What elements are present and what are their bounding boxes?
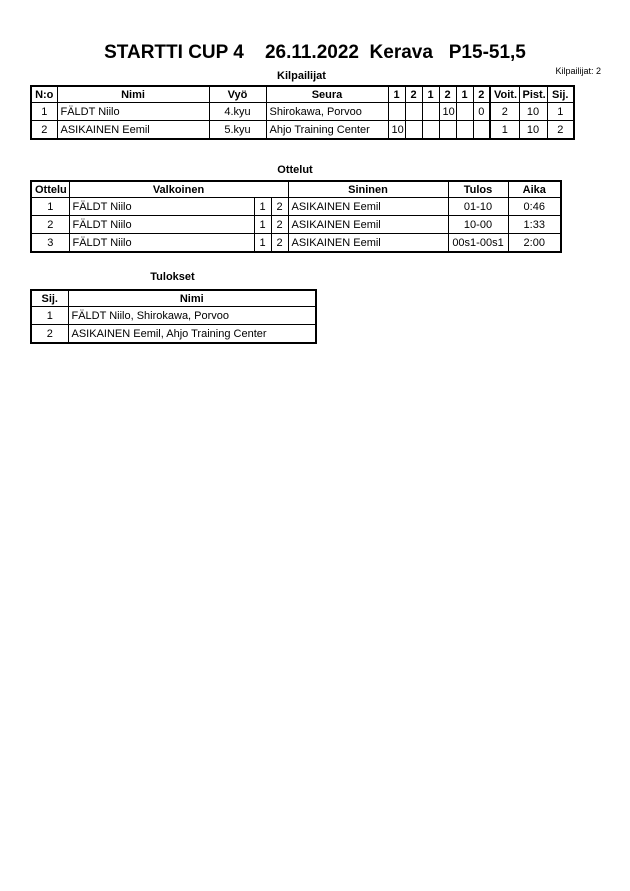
competitor-points: 10 xyxy=(519,103,547,121)
column-header-round: 1 xyxy=(422,86,439,103)
column-header-round: 1 xyxy=(456,86,473,103)
score-cell xyxy=(456,103,473,121)
score-cell xyxy=(473,121,490,140)
competitor-club: Shirokawa, Porvoo xyxy=(266,103,388,121)
column-header-name: Nimi xyxy=(57,86,209,103)
score-cell xyxy=(422,103,439,121)
page-title: STARTTI CUP 4 26.11.2022 Kerava P15-51,5 xyxy=(104,42,526,63)
competitors-heading: Kilpailijat xyxy=(277,70,326,82)
column-header-name: Nimi xyxy=(68,290,316,307)
score-cell xyxy=(439,121,456,140)
competitors-header-row xyxy=(31,86,574,103)
competitor-wins: 1 xyxy=(490,121,519,140)
competitor-row xyxy=(31,103,574,121)
match-blue-name: ASIKAINEN Eemil xyxy=(288,234,448,253)
match-white-name: FÄLDT Niilo xyxy=(69,198,254,216)
score-cell xyxy=(422,121,439,140)
match-no: 2 xyxy=(31,216,69,234)
matches-header-row xyxy=(31,181,561,198)
score-cell: 10 xyxy=(439,103,456,121)
competitor-name: FÄLDT Niilo xyxy=(57,103,209,121)
competitor-belt: 4.kyu xyxy=(209,103,266,121)
match-white-no: 1 xyxy=(254,234,271,253)
match-blue-no: 2 xyxy=(271,216,288,234)
column-header-match: Ottelu xyxy=(31,181,69,198)
match-blue-name: ASIKAINEN Eemil xyxy=(288,216,448,234)
match-time: 1:33 xyxy=(508,216,561,234)
column-header-place: Sij. xyxy=(547,86,574,103)
column-header-club: Seura xyxy=(266,86,388,103)
match-white-name: FÄLDT Niilo xyxy=(69,234,254,253)
match-white-no: 1 xyxy=(254,198,271,216)
match-white-no: 1 xyxy=(254,216,271,234)
score-cell xyxy=(405,121,422,140)
result-row xyxy=(31,307,316,325)
result-name: FÄLDT Niilo, Shirokawa, Porvoo xyxy=(68,307,316,325)
column-header-round: 2 xyxy=(473,86,490,103)
column-header-time: Aika xyxy=(508,181,561,198)
result-place: 1 xyxy=(31,307,68,325)
score-cell: 10 xyxy=(388,121,405,140)
score-cell: 0 xyxy=(473,103,490,121)
results-header-row xyxy=(31,290,316,307)
column-header-blue: Sininen xyxy=(288,181,448,198)
column-header-belt: Vyö xyxy=(209,86,266,103)
score-cell xyxy=(388,103,405,121)
column-header-round: 2 xyxy=(405,86,422,103)
competitor-place: 1 xyxy=(547,103,574,121)
match-row xyxy=(31,198,561,216)
competitor-belt: 5.kyu xyxy=(209,121,266,140)
results-heading: Tulokset xyxy=(150,271,195,283)
column-header-round: 1 xyxy=(388,86,405,103)
competitor-count: Kilpailijat: 2 xyxy=(555,66,601,76)
column-header-white: Valkoinen xyxy=(69,181,288,198)
column-header-result: Tulos xyxy=(448,181,508,198)
column-header-points: Pist. xyxy=(519,86,547,103)
result-row xyxy=(31,325,316,344)
competitor-row xyxy=(31,121,574,140)
competitors-table xyxy=(30,85,575,140)
competitor-no: 1 xyxy=(31,103,57,121)
result-name: ASIKAINEN Eemil, Ahjo Training Center xyxy=(68,325,316,344)
competitor-place: 2 xyxy=(547,121,574,140)
score-cell xyxy=(405,103,422,121)
column-header-round: 2 xyxy=(439,86,456,103)
match-time: 2:00 xyxy=(508,234,561,253)
matches-heading: Ottelut xyxy=(277,164,313,176)
match-result: 00s1-00s1 xyxy=(448,234,508,253)
match-row xyxy=(31,234,561,253)
match-blue-no: 2 xyxy=(271,198,288,216)
match-blue-name: ASIKAINEN Eemil xyxy=(288,198,448,216)
match-time: 0:46 xyxy=(508,198,561,216)
competitor-wins: 2 xyxy=(490,103,519,121)
match-white-name: FÄLDT Niilo xyxy=(69,216,254,234)
result-place: 2 xyxy=(31,325,68,344)
match-result: 01-10 xyxy=(448,198,508,216)
matches-table xyxy=(30,180,562,253)
column-header-wins: Voit. xyxy=(490,86,519,103)
results-table xyxy=(30,289,317,344)
match-row xyxy=(31,216,561,234)
match-no: 3 xyxy=(31,234,69,253)
score-cell xyxy=(456,121,473,140)
competitor-name: ASIKAINEN Eemil xyxy=(57,121,209,140)
column-header-place: Sij. xyxy=(31,290,68,307)
competitor-points: 10 xyxy=(519,121,547,140)
match-result: 10-00 xyxy=(448,216,508,234)
column-header-no: N:o xyxy=(31,86,57,103)
competitor-club: Ahjo Training Center xyxy=(266,121,388,140)
competitor-no: 2 xyxy=(31,121,57,140)
match-blue-no: 2 xyxy=(271,234,288,253)
match-no: 1 xyxy=(31,198,69,216)
